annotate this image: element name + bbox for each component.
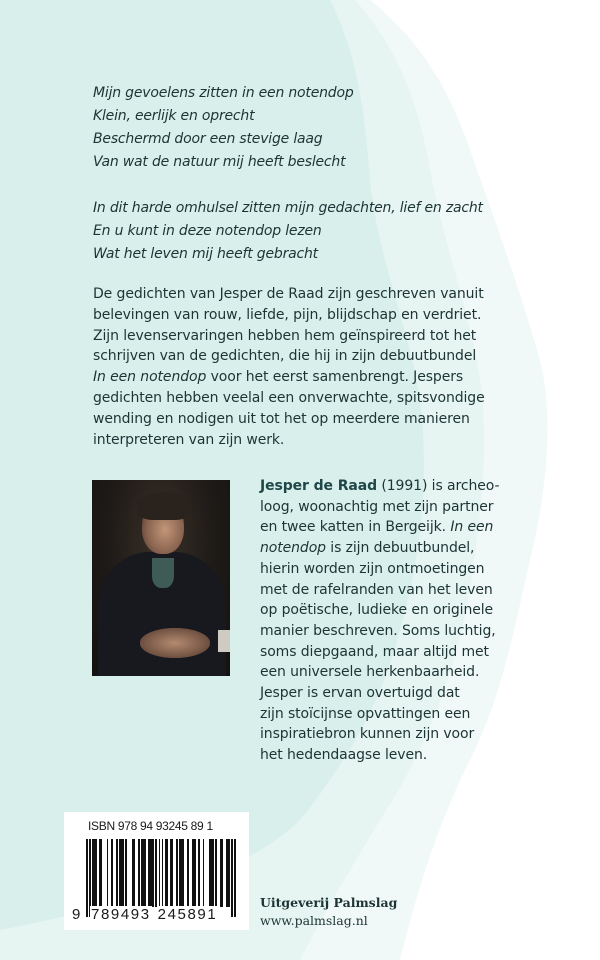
book-title-italic: In een <box>450 519 494 536</box>
photo-figure-shirt <box>152 558 174 588</box>
poem-line: Mijn gevoelens zitten in een notendop <box>93 85 354 101</box>
blurb-line: Zijn levenservaringen hebben hem geïnspireerd tot het <box>93 327 477 344</box>
blurb-line: schrijven van de gedichten, die hij in zijn debuutbundel <box>93 348 477 365</box>
bio-line: hierin worden zijn ontmoetingen <box>260 560 485 577</box>
bio-line: het hedendaagse leven. <box>260 747 428 764</box>
blurb-line: wending en nodigen uit tot het op meerdere manieren <box>93 410 470 427</box>
poem-line: Klein, eerlijk en oprecht <box>93 108 255 124</box>
bio-text: en twee katten in Bergeijk. <box>260 519 451 536</box>
barcode-digit-first: 9 <box>72 906 82 923</box>
poem-line: Beschermd door een stevige laag <box>93 131 323 147</box>
book-blurb <box>93 284 533 450</box>
author-photo <box>92 480 230 676</box>
barcode-digit-group-1: 789493 <box>91 906 151 923</box>
poem-stanza-1 <box>93 82 533 174</box>
blurb-line <box>93 367 533 388</box>
bio-line: manier beschreven. Soms luchtig, <box>260 622 496 639</box>
author-bio <box>260 476 540 766</box>
publisher-info <box>260 894 397 930</box>
bio-text: (1991) is archeo- <box>377 478 500 494</box>
blurb-line: gedichten hebben veelal een onverwachte, spitsvondige <box>93 389 485 406</box>
isbn-barcode <box>64 812 249 930</box>
blurb-text: voor het eerst samenbrengt. Jespers <box>206 369 464 386</box>
publisher-name: Uitgeverij Palmslag <box>260 895 398 910</box>
bio-line <box>260 476 540 497</box>
bio-line: zijn stoïcijnse opvattingen een <box>260 705 471 722</box>
author-name: Jesper de Raad <box>260 478 378 494</box>
bio-line: met de rafelranden van het leven <box>260 581 493 598</box>
bio-line: inspiratiebron kunnen zijn voor <box>260 726 475 743</box>
bio-line: soms diepgaand, maar altijd met <box>260 643 489 660</box>
blurb-line: belevingen van rouw, liefde, pijn, blijdschap en verdriet. <box>93 306 482 323</box>
photo-figure-hair <box>137 492 191 520</box>
poem-line: Wat het leven mij heeft gebracht <box>93 246 318 262</box>
poem-line: Van wat de natuur mij heeft beslecht <box>93 154 346 170</box>
bio-line: op poëtische, ludieke en originele <box>260 602 494 619</box>
poem-line: En u kunt in deze notendop lezen <box>93 223 322 239</box>
bio-line: Jesper is ervan overtuigd dat <box>260 685 460 702</box>
blurb-line: interpreteren van zijn werk. <box>93 431 285 448</box>
publisher-url: www.palmslag.nl <box>260 913 368 928</box>
bio-text: is zijn debuutbundel, <box>325 540 475 557</box>
barcode-digits <box>72 906 242 923</box>
blurb-line: De gedichten van Jesper de Raad zijn geschreven vanuit <box>93 286 484 302</box>
photo-paper <box>218 630 230 652</box>
bio-line: loog, woonachtig met zijn partner <box>260 498 494 515</box>
book-title-italic: In een notendop <box>93 369 207 386</box>
poem-line: In dit harde omhulsel zitten mijn gedachten, lief en zacht <box>93 200 483 216</box>
photo-figure-hands <box>140 628 210 658</box>
back-cover-poem <box>93 82 533 289</box>
poem-stanza-2 <box>93 197 533 266</box>
book-title-italic: notendop <box>260 540 326 557</box>
bio-line <box>260 517 540 538</box>
isbn-label: ISBN 978 94 93245 89 1 <box>88 819 213 833</box>
barcode-digit-group-2: 245891 <box>157 906 218 923</box>
bio-line <box>260 538 540 559</box>
bio-line: een universele herkenbaarheid. <box>260 664 480 681</box>
